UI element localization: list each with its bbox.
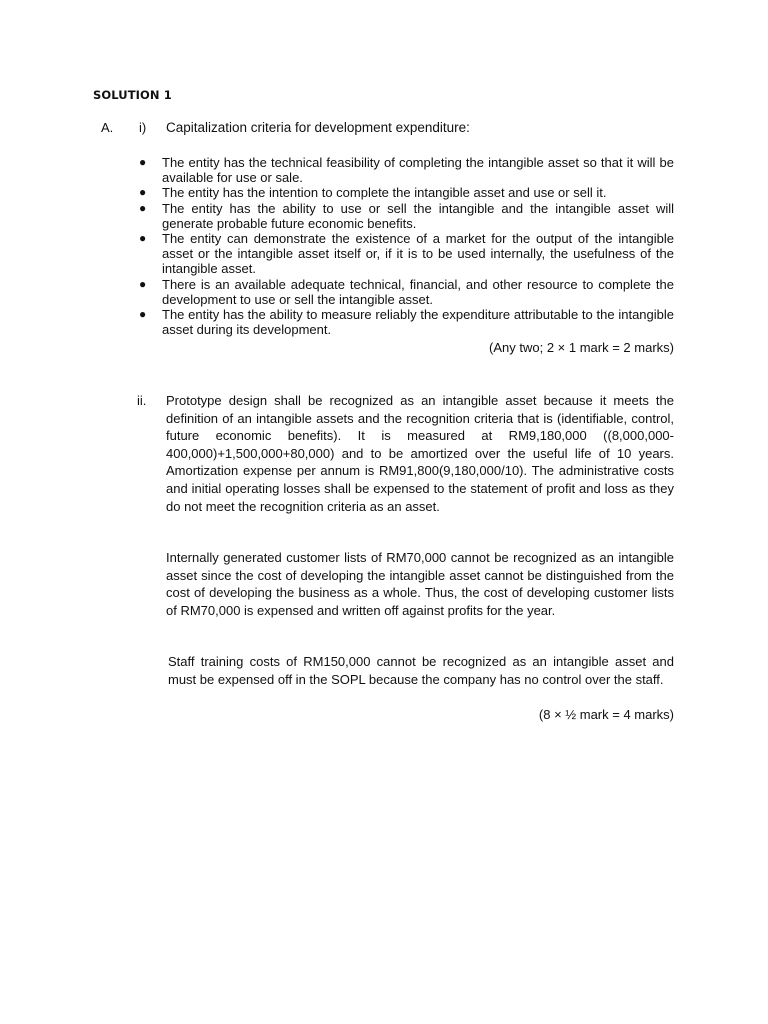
part-i-marks: (Any two; 2 × 1 mark = 2 marks) [489, 340, 674, 355]
bullet-icon: ● [139, 155, 147, 169]
bullet-icon: ● [139, 185, 147, 200]
section-letter: A. [101, 120, 114, 135]
bullet-icon: ● [139, 200, 147, 215]
list-item-text: The entity has the ability to use or sell the intangible and the intangible asset will generate probable future economic benefits. [162, 200, 674, 231]
prototype-paragraph: Prototype design shall be recognized as an intangible asset because it meets the definition of an intangible assets and the recognition criteria that is (identifiable, control, future economic benefits). It is measured at RM9,180,000 ((8,000,000-400,000)+1,500,000+80,000) and to be amortized over the useful life of 10 years. Amortization expense per annum is RM91,800(9,180,000/10). The administrative costs and initial operating losses shall be expensed to the statement of profit and loss as they do not meet the recognition criteria as an asset. [166, 393, 674, 514]
list-item-text: The entity has the technical feasibility of completing the intangible asset so that it will be available for use or sale. [162, 155, 674, 186]
list-item-text: The entity has the ability to measure reliably the expenditure attributable to the intangible asset during its development. [162, 307, 674, 338]
list-item [137, 307, 674, 337]
list-item [137, 201, 674, 231]
list-item-text: The entity has the intention to complete the intangible asset and use or sell it. [162, 185, 607, 201]
bullet-icon: ● [139, 231, 147, 246]
list-item [137, 277, 674, 307]
part-ii-number: ii. [137, 393, 147, 408]
list-item [137, 231, 674, 277]
bullet-icon: ● [139, 276, 147, 291]
customer-lists-paragraph: Internally generated customer lists of RM70,000 cannot be recognized as an intangible asset since the cost of developing the intangible asset cannot be distinguished from the cost of developing the business as a whole. Thus, the cost of developing customer lists of RM70,000 is expensed and written off against profits for the year. [166, 550, 674, 618]
list-item-text: The entity can demonstrate the existence of a market for the output of the intangible asset or the intangible asset itself or, if it is to be used internally, the usefulness of the intangible asset. [162, 231, 674, 277]
part-i-number: i) [139, 120, 147, 135]
part-i-title: Capitalization criteria for development expenditure: [166, 120, 470, 135]
solution-heading: SOLUTION 1 [93, 88, 172, 102]
criteria-list [137, 155, 674, 337]
list-item-text: There is an available adequate technical, financial, and other resource to complete the development to use or sell the intangible asset. [162, 276, 674, 307]
bullet-icon: ● [139, 307, 147, 322]
staff-training-paragraph: Staff training costs of RM150,000 cannot be recognized as an intangible asset and must be expensed off in the SOPL because the company has no control over the staff. [168, 654, 674, 687]
part-ii-marks: (8 × ½ mark = 4 marks) [538, 707, 674, 722]
list-item [137, 185, 674, 200]
list-item [137, 155, 674, 185]
